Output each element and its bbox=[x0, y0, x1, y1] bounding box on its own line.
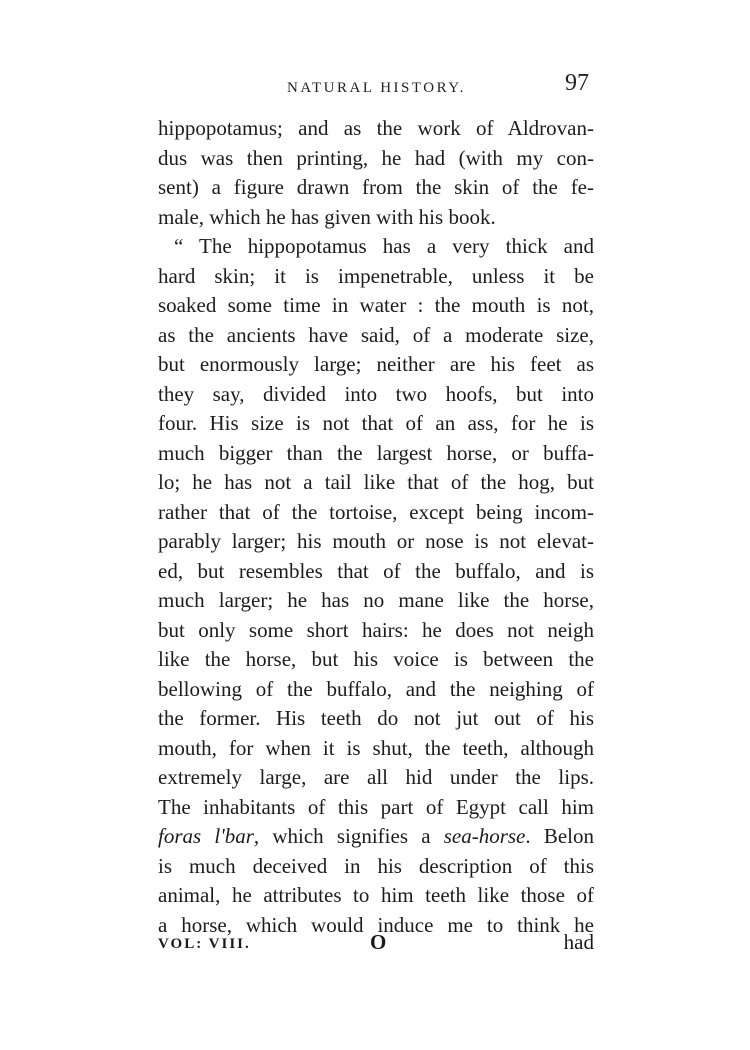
page-footer bbox=[158, 930, 594, 960]
text-line: sent) a figure drawn from the skin of the fe- bbox=[158, 175, 594, 199]
text-line: is much deceived in his description of this bbox=[158, 853, 594, 878]
text-line: but only some short hairs: he does not neigh bbox=[158, 617, 594, 642]
text-line: much bigger than the largest horse, or buffa- bbox=[158, 440, 594, 465]
text-line: they say, divided into two hoofs, but into bbox=[158, 381, 594, 406]
text-line: male, which he has given with his book. bbox=[158, 204, 496, 229]
running-title: NATURAL HISTORY. bbox=[287, 80, 466, 96]
text-line: but enormously large; neither are his feet as bbox=[158, 352, 594, 376]
text-line: animal, he attributes to him teeth like those of bbox=[158, 883, 594, 907]
text-line: The inhabitants of this part of Egypt call him bbox=[158, 794, 594, 819]
italic-term: foras l'bar bbox=[158, 824, 254, 848]
text-line: hard skin; it is impenetrable, unless it be bbox=[158, 263, 594, 288]
text-line: the former. His teeth do not jut out of his bbox=[158, 706, 594, 730]
text-line: much larger; he has no mane like the horse, bbox=[158, 588, 594, 612]
text-line: extremely large, are all hid under the lips. bbox=[158, 765, 594, 789]
body-text bbox=[158, 114, 594, 940]
text-line: bellowing of the buffalo, and the neighing of bbox=[158, 676, 594, 701]
text-line: dus was then printing, he had (with my con- bbox=[158, 145, 594, 170]
text-line: a horse, which would induce me to think he bbox=[158, 912, 594, 937]
text-line: soaked some time in water : the mouth is not, bbox=[158, 293, 594, 317]
text-line: as the ancients have said, of a moderate size, bbox=[158, 322, 594, 347]
text-fragment: , which signifies a bbox=[253, 824, 444, 848]
signature-mark: O bbox=[370, 930, 387, 954]
text-line: lo; he has not a tail like that of the hog, but bbox=[158, 470, 594, 494]
text-line bbox=[158, 822, 594, 852]
catchword: had bbox=[563, 930, 594, 954]
text-line: “ The hippopotamus has a very thick and bbox=[174, 234, 594, 258]
page-number: 97 bbox=[565, 70, 589, 96]
text-line: rather that of the tortoise, except being incom- bbox=[158, 499, 594, 524]
text-line: mouth, for when it is shut, the teeth, although bbox=[158, 735, 594, 760]
text-line: four. His size is not that of an ass, for he is bbox=[158, 411, 594, 435]
text-line: hippopotamus; and as the work of Aldrovan- bbox=[158, 116, 594, 140]
text-fragment: . Belon bbox=[525, 824, 594, 848]
volume-signature: VOL: VIII. bbox=[158, 936, 251, 952]
text-line: ed, but resembles that of the buffalo, and is bbox=[158, 558, 594, 583]
text-line: like the horse, but his voice is between the bbox=[158, 647, 594, 671]
italic-term: sea-horse bbox=[443, 824, 526, 848]
text-line: parably larger; his mouth or nose is not elevat- bbox=[158, 529, 594, 553]
